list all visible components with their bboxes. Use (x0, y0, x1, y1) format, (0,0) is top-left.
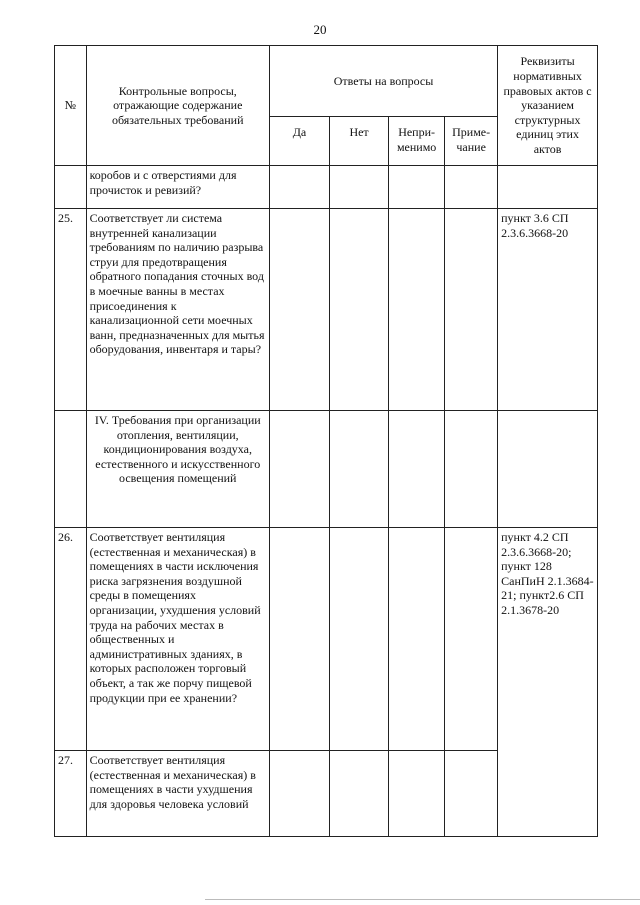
row-number: 25. (55, 209, 87, 411)
answer-na-cell (389, 411, 445, 528)
table-row (55, 528, 598, 751)
page-number: 20 (313, 22, 327, 37)
reference-text: пункт 4.2 СП 2.3.6.3668-20; пункт 128 СанПиН 2.1.3684-21; пункт2.6 СП 2.1.3678-20 (498, 528, 598, 837)
note-cell (445, 411, 498, 528)
answer-yes-cell (269, 411, 329, 528)
section-title: IV. Требования при организации отопления, вентиляции, кондиционирования воздуха, естественного и искусственного освещения помещений (86, 411, 269, 528)
note-cell (445, 751, 498, 837)
answer-yes-cell (269, 528, 329, 751)
header-no: Нет (330, 117, 389, 166)
table-row (55, 209, 598, 411)
checklist-table (54, 45, 598, 837)
question-text: Соответствует вентиляция (естественная и механическая) в помещениях в части ухудшения для здоровья человека условий (86, 751, 269, 837)
header-questions: Контрольные вопросы, отражающие содержание обязательных требований (86, 46, 269, 166)
section-row (55, 411, 598, 528)
answer-yes-cell (269, 209, 329, 411)
answer-yes-cell (269, 166, 329, 209)
answer-na-cell (389, 528, 445, 751)
question-text: коробов и с отверстиями для прочисток и ревизий? (86, 166, 269, 209)
note-cell (445, 166, 498, 209)
table-row (55, 166, 598, 209)
header-number: № (55, 46, 87, 166)
answer-no-cell (330, 166, 389, 209)
header-yes: Да (269, 117, 329, 166)
answer-no-cell (330, 751, 389, 837)
row-number: 27. (55, 751, 87, 837)
header-note: Приме-чание (445, 117, 498, 166)
answer-yes-cell (269, 751, 329, 837)
bottom-rule (205, 899, 640, 900)
answer-na-cell (389, 209, 445, 411)
header-not-applicable: Непри-менимо (389, 117, 445, 166)
question-text: Соответствует вентиляция (естественная и механическая) в помещениях в части исключения риска загрязнения воздушной среды в помещениях организации, ухудшения условий труда на рабочих местах в общественных и административных зданиях, в которых расположен торговый объект, а так же порчу пищевой продукции при ее хранении? (86, 528, 269, 751)
header-answers: Ответы на вопросы (269, 46, 497, 117)
row-number (55, 166, 87, 209)
answer-no-cell (330, 528, 389, 751)
answer-no-cell (330, 411, 389, 528)
row-number: 26. (55, 528, 87, 751)
answer-na-cell (389, 166, 445, 209)
header-row (55, 46, 598, 117)
row-number (55, 411, 87, 528)
question-text: Соответствует ли система внутренней канализации требованиям по наличию разрыва струи для предотвращения обратного попадания сточных вод в моечные ванны в местах присоединения к канализационной сети моечных ванн, предназначенных для мытья оборудования, инвентаря и тары? (86, 209, 269, 411)
note-cell (445, 209, 498, 411)
answer-no-cell (330, 209, 389, 411)
reference-text: пункт 3.6 СП 2.3.6.3668-20 (498, 209, 598, 411)
answer-na-cell (389, 751, 445, 837)
header-references: Реквизиты нормативных правовых актов с указанием структурных единиц этих актов (498, 46, 598, 166)
reference-cell (498, 411, 598, 528)
reference-cell (498, 166, 598, 209)
note-cell (445, 528, 498, 751)
